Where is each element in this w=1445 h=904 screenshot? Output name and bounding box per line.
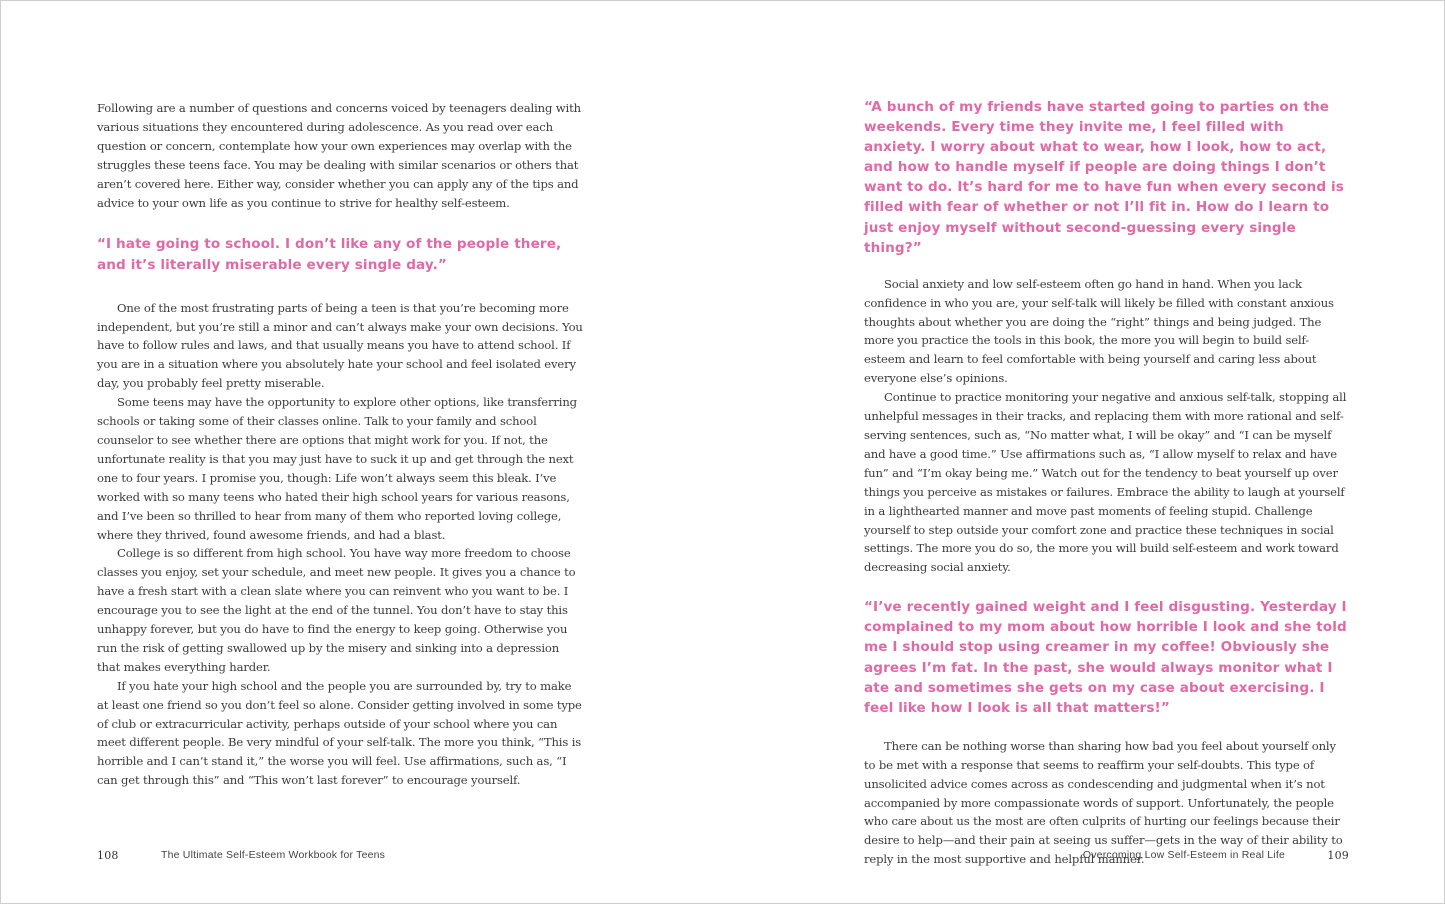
body-paragraph: Social anxiety and low self-esteem often go hand in hand. When you lack confidence in who you are, your self-talk will likely be filled with constant anxious thoughts about whether you are doing the “right” things and being judged. The more you practice the tools in this book, the more you will begin to build self-esteem and learn to feel comfortable with being yourself and caring less about everyone else’s opinions. [864, 276, 1334, 386]
teen-quote: “I’ve recently gained weight and I feel disgusting. Yesterday I complained to my mom about how horrible I look and she told me I should stop using creamer in my coffee! Obviously she agrees I’m fat. In the past, she would always monitor what I ate and sometimes she gets on my case about exercising. I feel like how I look is all that matters!” [864, 599, 1347, 716]
running-title: Overcoming Low Self-Esteem in Real Life [1082, 849, 1285, 861]
page-number: 109 [1327, 849, 1349, 862]
body-paragraph: Continue to practice monitoring your negative and anxious self-talk, stopping all unhelpful messages in their tracks, and replacing them with more rational and self-serving sentences, such as, “No matter what, I will be okay” and “I can be myself and have a good time.” Use affirmations such as, “I allow myself to relax and have fun” and “I’m okay being me.” Watch out for the tendency to beat yourself up over things you perceive as mistakes or failures. Embrace the ability to laugh at yourself in a lighthearted manner and move past moments of feeling stupid. Challenge yourself to step outside your comfort zone and practice these techniques in social settings. The more you do so, the more you will build self-esteem and work toward decreasing social anxiety. [864, 390, 1347, 575]
teen-quote: “A bunch of my friends have started going to parties on the weekends. Every time they invite me, I feel filled with anxiety. I worry about what to wear, how I look, how to act, and how to handle myself if people are doing things I don’t want to do. It’s hard for me to have fun when every second is filled with fear of whether or not I’ll fit in. How do I learn to just enjoy myself without second-guessing every single thing?” [864, 99, 1344, 256]
left-text-column [97, 99, 583, 790]
page-number: 108 [97, 849, 119, 862]
body-paragraph: If you hate your high school and the people you are surrounded by, try to make at least one friend so you don’t feel so alone. Consider getting involved in some type of club or extracurricular activity, perhaps outside of your school where you can meet different people. Be very mindful of your self-talk. The more you think, “This is horrible and I can’t stand it,” the worse you will feel. Use affirmations, such as, “I can get through this” and “This won’t last forever” to encourage yourself. [97, 678, 582, 788]
body-paragraph: College is so different from high school. You have way more freedom to choose classes you enjoy, set your schedule, and meet new people. It gives you a chance to have a fresh start with a clean slate where you can reinvent who you want to be. I encourage you to see the light at the end of the tunnel. You don’t have to stay this unhappy forever, but you do have to find the energy to keep going. Otherwise you run the risk of getting swallowed up by the misery and sinking into a depression that makes everything harder. [97, 546, 576, 674]
body-paragraph: One of the most frustrating parts of being a teen is that you’re becoming more independent, but you’re still a minor and can’t always make your own decisions. You have to follow rules and laws, and that usually means you have to attend school. If you are in a situation where you absolutely hate your school and feel isolated every day, you probably feel pretty miserable. [97, 300, 583, 391]
running-title: The Ultimate Self-Esteem Workbook for Teens [161, 849, 386, 861]
right-page [723, 1, 1444, 903]
teen-quote: “I hate going to school. I don’t like any of the people there, and it’s literally miserable every single day.” [97, 236, 562, 273]
intro-paragraph: Following are a number of questions and concerns voiced by teenagers dealing with various situations they encountered during adolescence. As you read over each question or concern, contemplate how your own experiences may overlap with the struggles these teens face. You may be dealing with similar scenarios or others that aren’t covered here. Either way, consider whether you can apply any of the tips and advice to your own life as you continue to strive for healthy self-esteem. [97, 101, 581, 210]
body-paragraph: There can be nothing worse than sharing how bad you feel about yourself only to be met with a response that seems to reaffirm your self-doubts. This type of unsolicited advice comes across as condescending and judgmental when it’s not accompanied by more compassionate words of support. Unfortunately, the people who care about us the most are often culprits of hurting our feelings because their desire to help—and their pain at seeing us suffer—gets in the way of their ability to reply in the most supportive and helpful manner. [864, 738, 1343, 867]
right-text-column [864, 97, 1350, 869]
body-paragraph: Some teens may have the opportunity to explore other options, like transferring schools or taking some of their classes online. Talk to your family and school counselor to see whether there are options that might work for you. If not, the unfortunate reality is that you may just have to suck it up and get through the next one to four years. I promise you, though: Life won’t always seem this bleak. I’ve worked with so many teens who hated their high school years for various reasons, and I’ve been so thrilled to hear from many of them who reported loving college, where they thrived, found awesome friends, and had a blast. [97, 395, 577, 542]
left-page [1, 1, 723, 903]
